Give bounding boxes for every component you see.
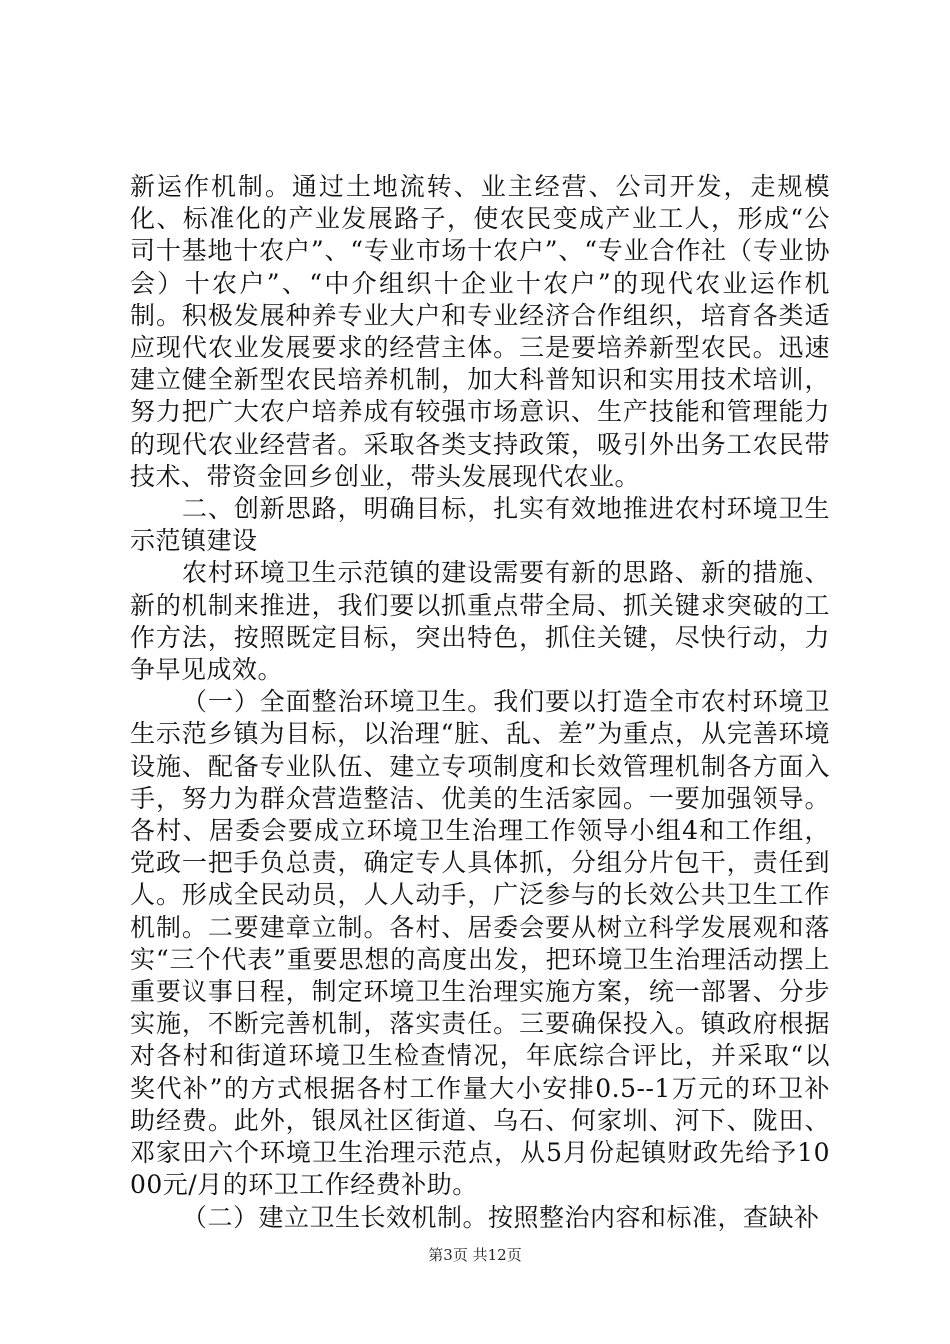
paragraph-5: （二）建立卫生长效机制。按照整治内容和标准，查缺补 (182, 1202, 820, 1232)
paragraph-3: 农村环境卫生示范镇的建设需要有新的思路、新的措施、新的机制来推进，我们要以抓重点带全局、抓关键求突破的工作方法，按照既定目标，突出特色，抓住关键，尽快行动，力争早见成效。 (130, 558, 830, 685)
document-body (130, 171, 830, 1234)
section-heading: 二、创新思路，明确目标，扎实有效地推进农村环境卫生示范镇建设 (130, 494, 830, 556)
paragraph-4: （一）全面整治环境卫生。我们要以打造全市农村环境卫生示范乡镇为目标，以治理“脏、乱、差”为重点，从完善环境设施、配备专业队伍、建立专项制度和长效管理机制各方面入手，努力为群众营造整洁、优美的生活家园。一要加强领导。各村、居委会要成立环境卫生治理工作领导小组4和工作组，党政一把手负总责，确定专人具体抓，分组分片包干，责任到人。形成全民动员，人人动手，广泛参与的长效公共卫生工作机制。二要建章立制。各村、居委会要从树立科学发展观和落实“三个代表”重要思想的高度出发，把环境卫生治理活动摆上重要议事日程，制定环境卫生治理实施方案，统一部署、分步实施，不断完善机制，落实责任。三要确保投入。镇政府根据对各村和街道环境卫生检查情况，年底综合评比，并采取“以奖代补”的方式根据各村工作量大小安排0.5--1万元的环卫补助经费。此外，银凤社区街道、乌石、何家圳、河下、陇田、邓家田六个环境卫生治理示范点，从5月份起镇财政先给予1000元/月的环卫工作经费补助。 (130, 687, 830, 1200)
paragraph-1: 新运作机制。通过土地流转、业主经营、公司开发，走规模化、标准化的产业发展路子，使农民变成产业工人，形成“公司十基地十农户”、“专业市场十农户”、“专业合作社（专业协会）十农户”、“中介组织十企业十农户”的现代农业运作机制。积极发展种养专业大户和专业经济合作组织，培育各类适应现代农业发展要求的经营主体。三是要培养新型农民。迅速建立健全新型农民培养机制，加大科普知识和实用技术培训，努力把广大农户培养成有较强市场意识、生产技能和管理能力的现代农业经营者。采取各类支持政策，吸引外出务工农民带技术、带资金回乡创业，带头发展现代农业。 (130, 172, 830, 491)
page-number-footer: 第3页 共12页 (428, 1246, 522, 1264)
